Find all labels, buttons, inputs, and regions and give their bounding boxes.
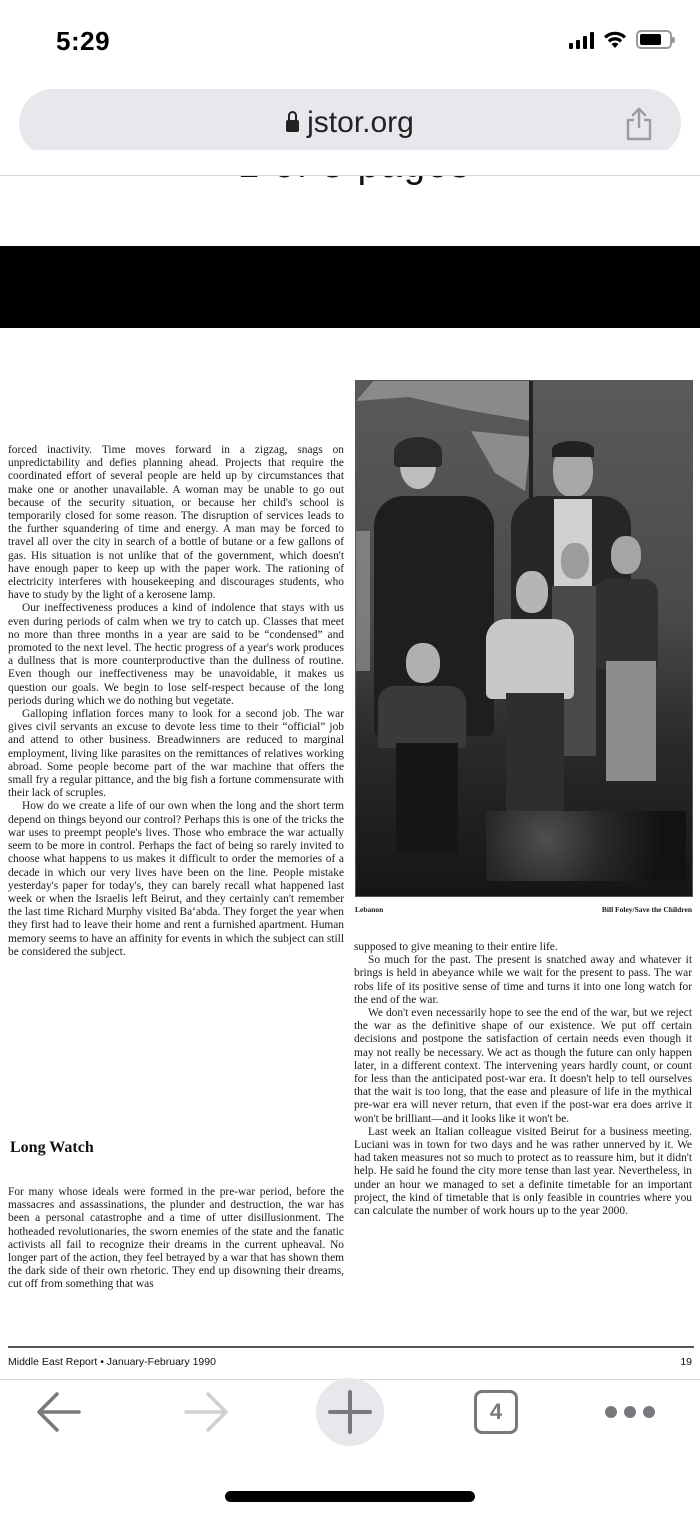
paragraph: How do we create a life of our own when the long and the short term depend on things beyond our control? Perhaps this is one of the tricks the war uses to preempt people's lives. Those who embrace the war actually seem to be more in control. Perhaps the fact of being so rarely invited to choose what happens to us makes it difficult to order the memories of a decade in which our very lives have been on the line. People mistake yesterday's paper for today's, they can barely recall what happened last week or when the Israelis left Beirut, and they certainly can't remember the last time Richard Murphy visited Ba‘abda. They forget the year when they first had to leave their home and rent a furnished apartment. Human memory seems to have an affinity for events in which the subject can still be considered the subject. (8, 800, 344, 958)
paragraph: We don't even necessarily hope to see the end of the war, but we reject the war as the definitive shape of our existence. We put off certain decisions and postpone the satisfaction of certain needs even though it may not really be necessary. We act as though the future can only happen later, in a different context. The intervening years hardly count, or count for less than the anticipated post-war era. It doesn't help to tell ourselves that the wait is too long, that the ease and pleasure of life in the mythical pre-war era will never return, that even if the post-war era does arrive it won't be brilliant—and it looks like it won't be. (354, 1007, 692, 1125)
chrome-overlay (0, 150, 700, 175)
status-time: 5:29 (56, 26, 111, 56)
more-dot-icon (624, 1406, 636, 1418)
left-column-top (8, 444, 344, 959)
left-column-bottom (8, 1186, 344, 1292)
page-footer-rule (8, 1346, 694, 1348)
back-button[interactable] (28, 1378, 90, 1446)
photo-credit: Bill Foley/Save the Children (601, 905, 692, 914)
more-dot-icon (643, 1406, 655, 1418)
chrome-divider (0, 175, 700, 176)
forward-button[interactable] (175, 1378, 237, 1446)
right-column (354, 941, 692, 1218)
more-dot-icon (605, 1406, 617, 1418)
tabs-button[interactable] (468, 1378, 524, 1446)
tab-count: 4 (474, 1390, 518, 1434)
url-text[interactable]: jstor.org (307, 106, 414, 139)
paragraph: So much for the past. The present is snatched away and whatever it brings is held in abeyance while we wait for the present to pass. The war robs life of its positive sense of time and turns it into one long watch for the end of the war. (354, 954, 692, 1006)
lock-icon (286, 117, 299, 133)
paragraph: For many whose ideals were formed in the pre-war period, before the massacres and assassinations, the plunder and destruction, the war has been a personal catastrophe and a time of utter disillusionment. The hotheaded revolutionaries, the sworn enemies of the state and the fanatic activists all fail to recognize their dreams in the current upheaval. No longer part of the action, they feel betrayed by a war that has shown them the dark side of their own rhetoric. They end up disowning their dreams, cut off from something that was (8, 1186, 344, 1291)
forward-arrow-icon (182, 1390, 230, 1434)
status-icons (569, 30, 672, 49)
paragraph: Galloping inflation forces many to look for a second job. The war gives civil servants an excuse to devote less time to their “official” job and attend to other business. Breadwinners are reduced to marginal employment, living like parasites on the remittances of relatives working abroad. Some people become part of the war machine that offers the small fry a regular pittance, and the big fish a fortune commensurate with their lack of scruples. (8, 708, 344, 800)
browser-toolbar (0, 1378, 700, 1448)
share-icon[interactable] (625, 107, 653, 141)
photo-caption-location: Lebanon (355, 905, 384, 914)
home-indicator[interactable] (225, 1491, 475, 1502)
url-bar[interactable] (19, 89, 681, 157)
paragraph: Last week an Italian colleague visited Beirut for a business meeting. Luciani was in town for two days and he was rather unnerved by it. We had taken measures not so much to protect as to reassure him, but it didn't help. He said he found the city more tense than last year. Nevertheless, in under an hour we managed to set a definite timetable for an important project, the kind of timetable that is only feasible in countries where you can calculate the number of work hours up to the year 2000. (354, 1125, 692, 1218)
more-button[interactable] (595, 1378, 665, 1446)
family-photo (355, 380, 693, 897)
section-heading: Long Watch (10, 1139, 94, 1156)
page-number: 19 (680, 1356, 692, 1368)
status-bar (0, 0, 700, 86)
black-band (0, 246, 700, 328)
paragraph: Our ineffectiveness produces a kind of indolence that stays with us even during periods of calm when we try to catch up. Classes that meet no more than three months in a year are said to be “condensed” and promoted to the next level. The hectic progress of a year's work produces a dullness that is more counterproductive than the dullness of routine. Even though our ineffectiveness may be unavoidable, it makes us question our goals. We begin to lose self-respect because of the long periods during which we do nothing but vegetate. (8, 602, 344, 707)
paragraph: supposed to give meaning to their entire life. (354, 941, 558, 953)
plus-icon (328, 1390, 372, 1434)
paragraph: forced inactivity. Time moves forward in a zigzag, snags on unpredictability and defies planning ahead. Projects that require the coordinated effort of several people are held up by circumstances that make one or another unavailable. A woman may be unable to go out because of the security situation, or because her child's school is temporarily closed for some reason. The disruption of services leads to the further squandering of time and energy. A man may be forced to travel all over the city in search of a bottle of butane or a few gallons of gas. His situation is not unlike that of the government, which doesn't have enough paper to keep up with the paper work. The rationing of electricity interferes with housekeeping and discourages students, who have to study by the light of a kerosene lamp. (8, 444, 344, 602)
cellular-signal-icon (569, 31, 594, 49)
document-page (0, 328, 700, 1368)
wifi-icon (603, 31, 627, 49)
new-tab-button[interactable] (316, 1378, 384, 1446)
publication-footer: Middle East Report • January-February 1990 (8, 1356, 216, 1368)
back-arrow-icon (35, 1390, 83, 1434)
battery-icon (636, 30, 672, 49)
